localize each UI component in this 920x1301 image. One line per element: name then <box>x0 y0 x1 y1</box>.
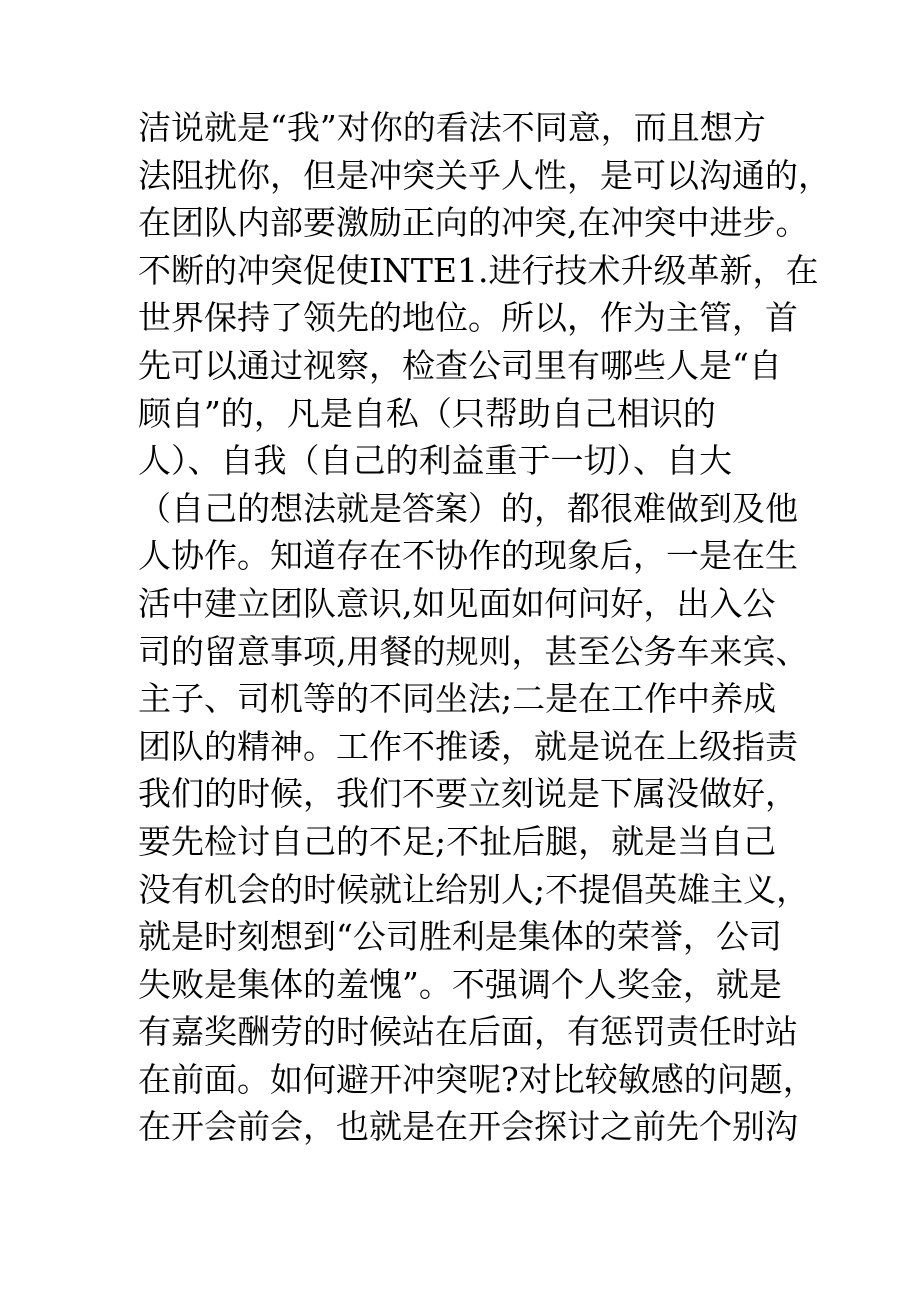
text-line: 在前面。如何避开冲突呢?对比较敏感的问题， <box>138 1059 816 1099</box>
body-text <box>138 104 831 1151</box>
text-line: 我们的时候，我们不要立刻说是下属没做好， <box>138 774 798 814</box>
text-line: 要先检讨自己的不足;不扯后腿，就是当自己 <box>138 821 777 861</box>
text-line: 司的留意事项,用餐的规则，甚至公务车来宾、 <box>138 631 809 671</box>
text-line: 在团队内部要激励正向的冲突,在冲突中进步。 <box>138 203 809 243</box>
text-line: 不断的冲突促使INTE1.进行技术升级革新，在 <box>138 250 819 290</box>
text-line: 活中建立团队意识,如见面如何问好，出入公 <box>138 583 776 623</box>
text-line: 有嘉奖酬劳的时候站在后面，有惩罚责任时站 <box>138 1012 798 1052</box>
text-line: 先可以通过视察，检查公司里有哪些人是“自 <box>138 345 782 385</box>
text-line: 团队的精神。工作不推诿，就是说在上级指责 <box>138 726 798 766</box>
text-line: 人协作。知道存在不协作的现象后，一是在生 <box>138 536 798 576</box>
text-line: 顾自”的，凡是自私（只帮助自己相识的 <box>138 393 716 433</box>
text-line: 失败是集体的羞愧”。不强调个人奖金，就是 <box>138 964 782 1004</box>
text-line: （自己的想法就是答案）的，都很难做到及他 <box>138 488 798 528</box>
text-line: 没有机会的时候就让给别人;不提倡英雄主义， <box>138 869 810 909</box>
text-line: 法阻扰你，但是冲突关乎人性，是可以沟通的， <box>138 155 831 195</box>
text-line: 世界保持了领先的地位。所以，作为主管，首 <box>138 298 798 338</box>
text-line: 就是时刻想到“公司胜利是集体的荣誉，公司 <box>138 917 782 957</box>
text-line: 主子、司机等的不同坐法;二是在工作中养成 <box>138 679 777 719</box>
text-line: 人）、自我（自己的利益重于一切）、自大 <box>138 441 732 481</box>
text-line: 在开会前会，也就是在开会探讨之前先个别沟 <box>138 1107 798 1147</box>
text-line: 洁说就是“我”对你的看法不同意，而且想方 <box>138 108 766 147</box>
